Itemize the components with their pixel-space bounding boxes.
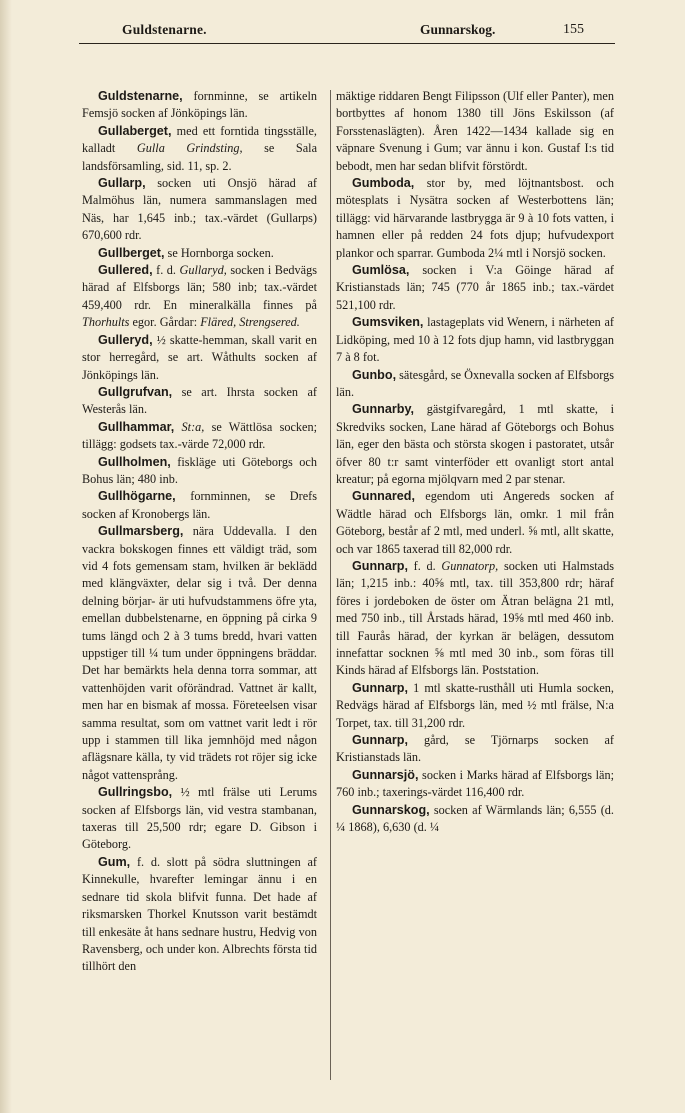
entry-text: gästgifvaregård, 1 mtl skatte, i Skredviks socken, Lane härad af Göteborgs och Bohus län, eger den bästa och största skogen i pastoratet, utsår öfver 80 t:r samt vinterföder ett ovanligt stort antal kreatur; på egorna mjölqvarn med 2 par stenar. xyxy=(336,402,614,486)
entry-text: se art. Ihrsta socken af Westerås län. xyxy=(82,384,317,417)
dictionary-entry xyxy=(336,558,614,680)
entry-headword: Gumboda, xyxy=(352,176,415,191)
header-left-title: Guldstenarne. xyxy=(122,22,207,37)
dictionary-entry xyxy=(82,88,317,123)
header-right-title: Gunnarskog. xyxy=(420,22,496,37)
entry-italic-text: Gulla Grindsting, xyxy=(136,141,243,156)
entry-text: socken i V:a Göinge härad af Kristianstads län; 745 (770 år 1865 inb.; tax.-värdet 521,100 rdr. xyxy=(336,263,614,312)
entry-text: 1 mtl skatte-rusthåll uti Humla socken, Redvägs härad af Elfsborgs län, med ½ mtl frälse, N:a Torpet, tax. till 31,200 rdr. xyxy=(336,680,614,730)
entry-headword: Gullholmen, xyxy=(98,454,171,469)
left-column xyxy=(82,88,317,976)
entry-text: se Sala landsförsamling, sid. 11, sp. 2. xyxy=(82,141,318,173)
entry-headword: Gullhammar, xyxy=(98,419,175,434)
entry-text: med ett forntida tingsställe, kalladt xyxy=(82,123,317,156)
entry-text xyxy=(174,420,181,434)
entry-text: ½ skatte-hemman, skall varit en stor herregård, se art. Wåthults socken af Jönköpings län. xyxy=(82,332,317,382)
entry-headword: Gulleryd, xyxy=(98,332,153,347)
header-rule xyxy=(79,43,615,44)
dictionary-entry xyxy=(336,88,614,175)
entry-headword: Gullaberget, xyxy=(98,123,172,138)
entry-text: stor by, med löjtnantsbost. och mötesplats i Nysätra socken af Westerbottens län; tillägg: vid härvarande lastbrygga är 9 à 10 fots vatten, i hamnen eller på redden 24 fots djup; hufvudexport plankor och sparrar. Gumboda 2¼ mtl i Norsjö socken. xyxy=(336,176,614,260)
dictionary-entry xyxy=(82,784,317,854)
entry-text: socken i Marks härad af Elfsborgs län; 760 inb.; taxerings-värdet 116,400 rdr. xyxy=(336,767,614,800)
entry-italic-text: Gunnatorp, xyxy=(441,558,499,573)
entry-headword: Gullhögarne, xyxy=(98,489,176,504)
entry-headword: Gullberget, xyxy=(98,245,165,260)
dictionary-entry xyxy=(336,680,614,732)
page-gutter-shadow xyxy=(0,0,12,1113)
entry-text: fornminnen, se Drefs socken af Kronobergs län. xyxy=(82,489,317,521)
entry-text: f. d. xyxy=(407,558,442,573)
entry-headword: Gunnarsjö, xyxy=(352,767,419,782)
entry-italic-text: Gullaryd, xyxy=(179,263,227,278)
entry-text: f. d. slott på södra sluttningen af Kinnekulle, hvarefter lemingar ännu i en sednare tid skola blifvit funna. Det hade af riksmarsken Thorkel Knutsson varit bestämdt till enkesäte åt hans sednare hustru, Hedvig von Ravensberg, och under kon. Albrechts första tid tillhört den xyxy=(82,854,317,974)
entry-text: lastageplats vid Wenern, i närheten af Lidköping, med 10 à 12 fots djup hamn, vid lastbryggan 7 à 8 fot. xyxy=(336,315,614,365)
entry-headword: Gullringsbo, xyxy=(98,785,173,800)
entry-text: mäktige riddaren Bengt Filipsson (Ulf eller Panter), men bortbyttes af honom 1380 till Jöns Eskilsson (af Forsstenaslägten). Åren 1422—1434 kallade sig en väpnare Svenung i Gum; var ännu i kon. Gustaf I:s tid bebodt, men har sedan blifvit förstördt. xyxy=(336,89,614,173)
entry-text: socken uti Halmstads län; 1,215 inb.: 40⅝ mtl, tax. till 353,800 rdr; häraf föres i jordeboken de öster om Ätran belägna 21 mtl, med 750 inb., till Årstads härad, 19⅝ mtl med 460 inb. till Faurås härad, der kyrkan är belägen, dessutom innefattar socknen ⅝ mtl med 30 inb., som föras till Kinds härad af Elfsborgs län. Poststation. xyxy=(336,558,614,678)
dictionary-entry xyxy=(82,175,317,245)
entry-text: egendom uti Angereds socken af Wädtle härad och Elfsborgs län, omkr. 1 mil från Göteborg, består af 2 mtl, med underl. ⅝ mtl, allt skatte, och var 1865 taxerad till 82,000 rdr. xyxy=(336,489,614,556)
entry-text: fiskläge uti Göteborgs och Bohus län; 480 inb. xyxy=(82,454,317,486)
dictionary-entry xyxy=(82,488,317,523)
entry-text: f. d. xyxy=(152,263,180,278)
entry-headword: Gunnarp, xyxy=(352,733,408,748)
dictionary-entry xyxy=(82,419,317,454)
dictionary-entry xyxy=(82,332,317,384)
dictionary-entry xyxy=(336,314,614,366)
dictionary-entry xyxy=(82,262,317,332)
dictionary-entry xyxy=(336,802,614,837)
entry-text: socken af Wärmlands län; 6,555 (d. ¼ 1868), 6,630 (d. ¼ xyxy=(336,802,614,835)
entry-headword: Gullered, xyxy=(98,263,153,278)
dictionary-entry xyxy=(336,367,614,402)
entry-italic-text: Thorhults xyxy=(82,315,130,330)
entry-headword: Gunbo, xyxy=(352,367,397,382)
dictionary-entry xyxy=(336,262,614,314)
dictionary-entry xyxy=(82,454,317,489)
entry-headword: Gum, xyxy=(98,854,131,869)
entry-text: sätesgård, se Öxnevalla socken af Elfsborgs län. xyxy=(336,367,614,399)
entry-headword: Gunnarby, xyxy=(352,402,415,417)
dictionary-entry xyxy=(336,488,614,558)
entry-text: se Hornborga socken. xyxy=(164,245,274,260)
right-column xyxy=(336,88,614,836)
entry-headword: Gullmarsberg, xyxy=(98,524,184,539)
entry-text: gård, se Tjörnarps socken af Kristianstads län. xyxy=(336,733,614,765)
column-divider xyxy=(330,90,331,1080)
entry-text: egor. Gårdar: xyxy=(129,315,201,330)
page-number: 155 xyxy=(563,22,584,37)
dictionary-entry xyxy=(82,384,317,419)
entry-italic-text: Fläred, Strengsered. xyxy=(200,315,300,330)
dictionary-entry xyxy=(82,523,317,784)
entry-text: ½ mtl frälse uti Lerums socken af Elfsborgs län, vid vestra stambanan, taxeras till 25,500 rdr; egare D. Gibson i Göteborg. xyxy=(82,785,317,852)
entry-headword: Guldstenarne, xyxy=(98,89,183,103)
dictionary-entry xyxy=(82,854,317,976)
dictionary-entry xyxy=(336,767,614,802)
entry-headword: Gunnarp, xyxy=(352,558,408,573)
entry-text: socken uti Onsjö härad af Malmöhus län, numera sammanslagen med Näs, har 1,645 inb.; tax.-värdet (Gullarps) 670,600 rdr. xyxy=(82,176,317,243)
entry-italic-text: St:a, xyxy=(181,419,205,434)
entry-headword: Gullarp, xyxy=(98,176,146,191)
entry-text: nära Uddevalla. I den vackra bokskogen finnes ett väldigt träd, som vid 4 fots gemensam stam, hvilken är beklädd med klängväxter, delar sig i två. Der denna delning börjar- är uti hufvudstammens öfre yta, emellan dubbelstenarne, en öppning på cirka 9 tums längd och 2 à 3 tums bredd, hvari vatten uppstiger till ¼ tum under öppningens bräddar. Det har bemärkts hela denna torra sommar, att vattenhöjden varit oförändrad. Vattnet är kallt, men har en bismak af mossa. Företeelsen visar samma resultat, som om vattnet varit ledt i rör upp i stammen till lika jemnhöjd med någon aflägsnare källa, ty vid trädets rot röjer sig icke något vattensprång. xyxy=(82,524,317,782)
dictionary-entry xyxy=(82,123,317,175)
entry-text: se Wättlösa socken; tillägg: godsets tax.-värde 72,000 rdr. xyxy=(82,419,318,452)
dictionary-entry xyxy=(82,245,317,262)
dictionary-entry xyxy=(336,175,614,262)
entry-headword: Gumsviken, xyxy=(352,315,424,330)
entry-text: fornminne, se artikeln Femsjö socken af Jönköpings län. xyxy=(82,89,317,121)
entry-headword: Gumlösa, xyxy=(352,263,410,278)
dictionary-entry xyxy=(336,401,614,488)
running-header xyxy=(60,22,620,42)
entry-headword: Gullgrufvan, xyxy=(98,384,173,399)
entry-headword: Gunnarp, xyxy=(352,680,408,695)
entry-text: socken i Bedvägs härad af Elfsborgs län; 580 inb; tax.-värdet 459,400 rdr. En mineralkälla finnes på xyxy=(82,263,317,312)
entry-headword: Gunnarskog, xyxy=(352,802,430,817)
entry-headword: Gunnared, xyxy=(352,489,415,504)
dictionary-entry xyxy=(336,732,614,767)
